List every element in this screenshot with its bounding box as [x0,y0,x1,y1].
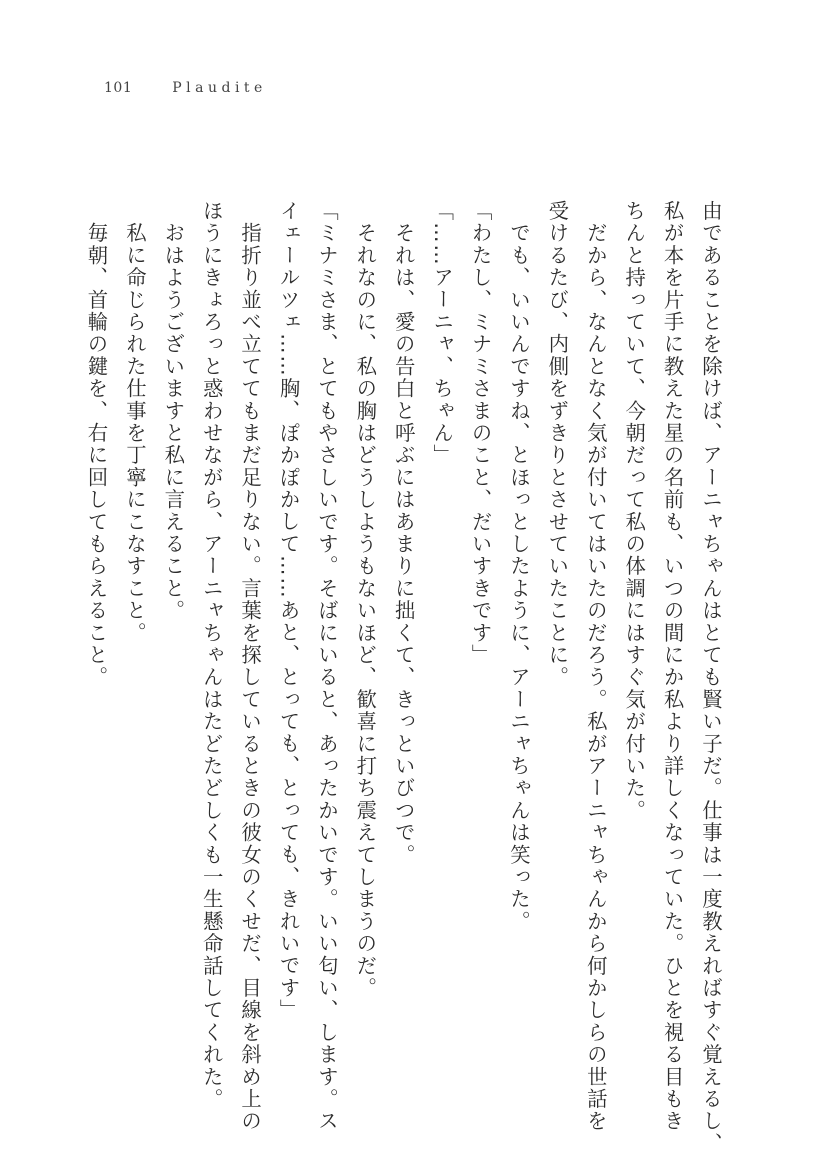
text-line: だから、なんとなく気が付いてはいたのだろう。私がアーニャちゃんから何かしらの世話を [583,200,608,1133]
text-line: 私が本を片手に教えた星の名前も、いつの間にか私より詳しくなっていた。ひとを視る目もき [660,200,685,1133]
book-title: Plaudite [172,80,267,96]
text-line: それなのに、私の胸はどうしようもないほど、歓喜に打ち震えてしまうのだ。 [353,200,378,1000]
text-line: でも、いいんですね、とほっとしたように、アーニャちゃんは笑った。 [506,200,531,933]
running-head [104,76,267,100]
text-line: ほうにきょろっと惑わせながら、アーニャちゃんはたどたどしくも一生懸命話してくれた。 [199,200,224,1111]
text-line: 「わたし、ミナミさまのこと、だいすきです」 [468,200,493,667]
page-number: 101 [104,80,133,96]
text-line: イェールツェ……胸、ぽかぽかして……あと、とっても、とっても、きれいです」 [276,200,301,1022]
text-line: 「……アーニャ、ちゃん」 [430,200,455,467]
text-line: 指折り並べ立ててもまだ足りない。言葉を探しているときの彼女のくせだ、目線を斜め上の [238,200,263,1133]
text-line: 受けるたび、内側をずきりとさせていたことに。 [545,200,570,689]
text-line: 毎朝、首輪の鍵を、右に回してもらえること。 [84,200,109,689]
text-line: 由であることを除けば、アーニャちゃんはとても賢い子だ。仕事は一度教えればすぐ覚えるし、 [699,200,723,1155]
body-text [84,200,730,1155]
text-line: おはようございますと私に言えること。 [161,200,186,622]
text-line: 私に命じられた仕事を丁寧にこなすこと。 [122,200,147,644]
text-line: それは、愛の告白と呼ぶにはあまりに拙くて、きっといびつで。 [391,200,416,866]
text-line: ちんと持っていて、今朝だって私の体調にはすぐ気が付いた。 [622,200,647,822]
text-line: 「ミナミさま、とてもやさしいです。そばにいると、あったかいです。いい匂い、します。ス [314,200,339,1133]
